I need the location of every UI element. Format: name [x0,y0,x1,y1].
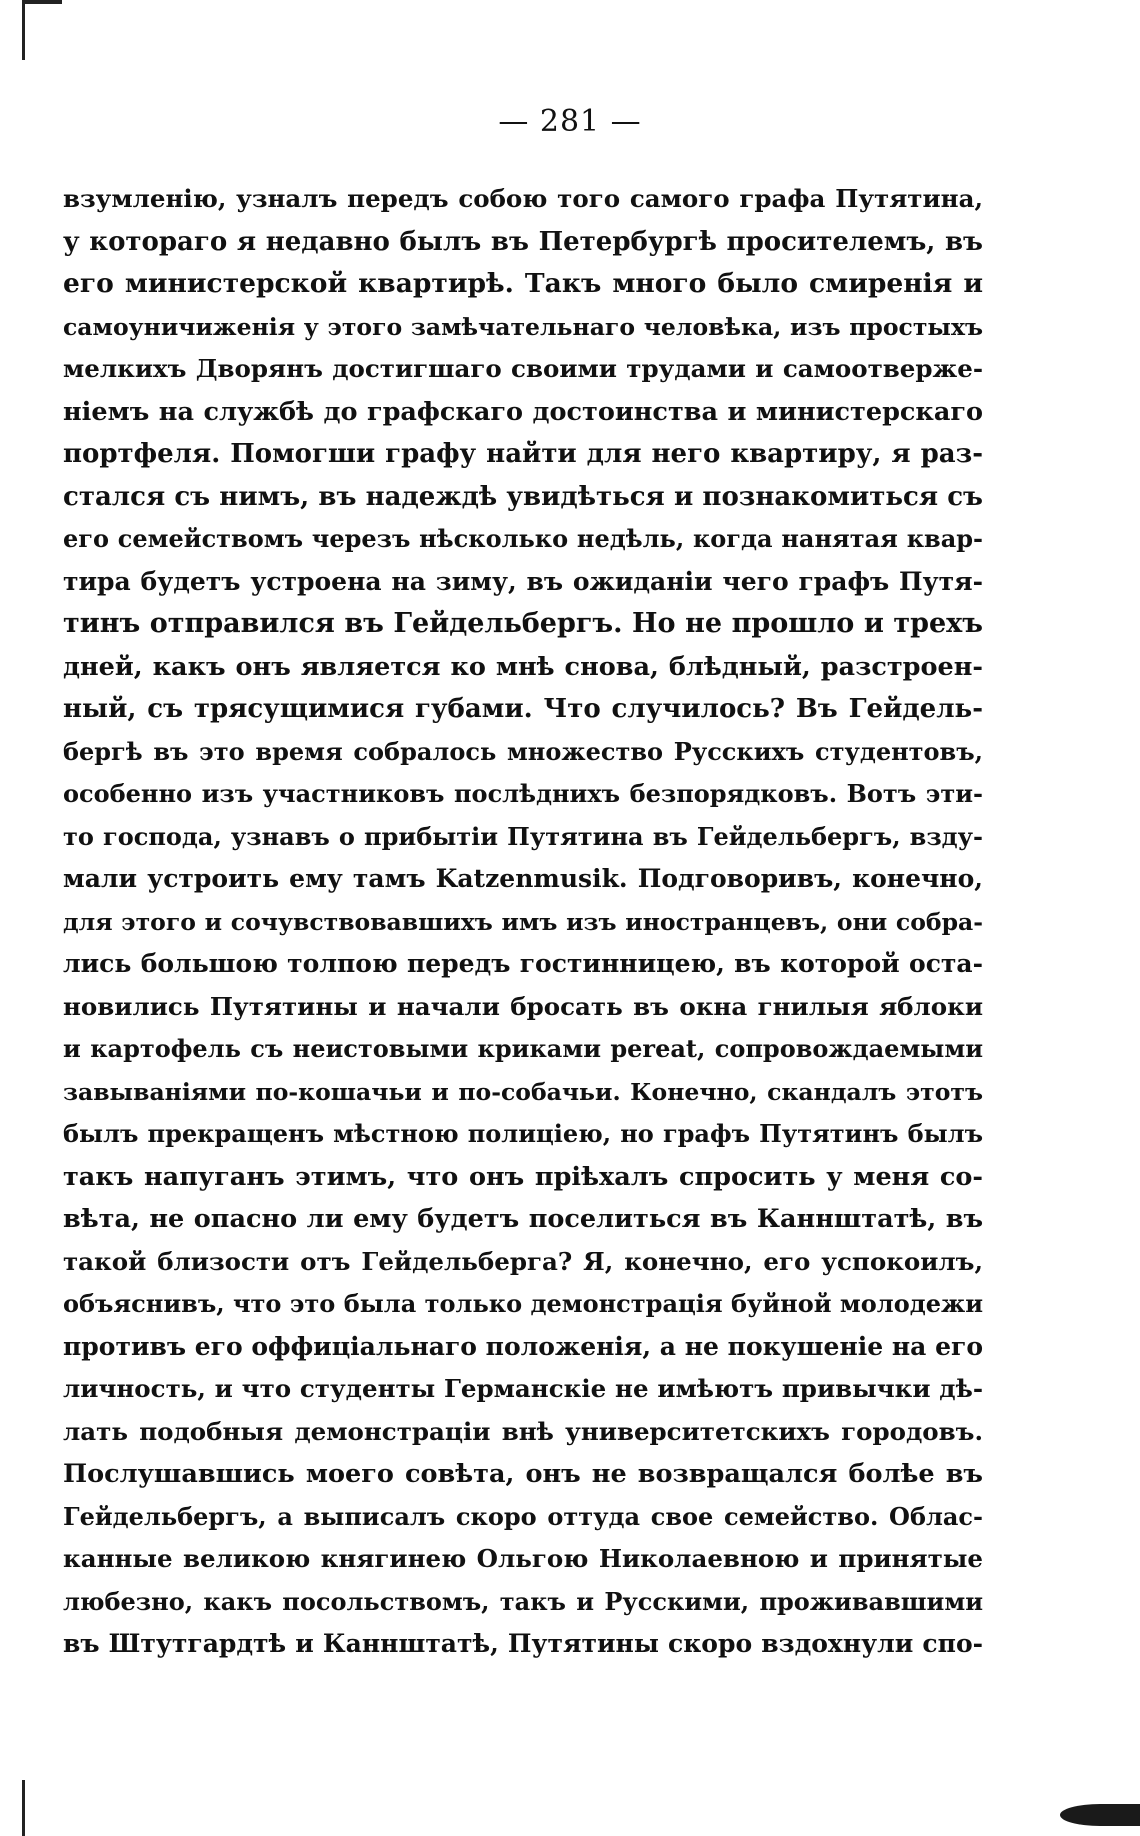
text-line: въ Штутгардтѣ и Каннштатѣ, Путятины скоро вздохнули спо- [63,1629,983,1658]
text-line: Гейдельбергъ, а выписалъ скоро оттуда свое семейство. Облас- [63,1501,983,1531]
text-line: такъ напуганъ этимъ, что онъ пріѣхалъ спросить у меня со- [63,1161,983,1192]
body-text [63,178,983,1666]
text-line: мали устроить ему тамъ Katzenmusik. Подговоривъ, конечно, [63,864,983,893]
text-line: лись большою толпою передъ гостинницею, въ которой оста- [63,949,983,978]
text-line: личность, и что студенты Германскіе не имѣютъ привычки дѣ- [63,1374,983,1403]
text-line: завываніями по-кошачьи и по-собачьи. Конечно, скандалъ этотъ [63,1077,983,1106]
text-line: такой близости отъ Гейдельберга? Я, конечно, его успокоилъ, [63,1246,983,1276]
text-line: для этого и сочувствовавшихъ имъ изъ иностранцевъ, они собра- [63,907,983,936]
text-line: самоуничиженія у этого замѣчательнаго человѣка, изъ простыхъ [63,312,983,341]
text-line: взумленію, узналъ передъ собою того самого графа Путятина, [63,184,983,213]
text-line: у котораго я недавно былъ въ Петербургѣ просителемъ, въ [63,226,983,257]
text-line: дней, какъ онъ является ко мнѣ снова, блѣдный, разстроен- [63,651,983,682]
text-line: мелкихъ Дворянъ достигшаго своими трудами и самоотверже- [63,354,983,383]
scan-edge-artifact [22,0,25,60]
text-line: его министерской квартирѣ. Такъ много было смиренія и [63,268,983,299]
text-line: его семействомъ черезъ нѣсколько недѣль, когда нанятая квар- [63,524,983,553]
ink-smudge [1060,1804,1140,1826]
text-line: Послушавшись моего совѣта, онъ не возвращался болѣе въ [63,1459,983,1489]
scan-edge-artifact [22,0,62,4]
text-line: вѣта, не опасно ли ему будетъ поселиться въ Каннштатѣ, въ [63,1204,983,1234]
text-line: особенно изъ участниковъ послѣднихъ безпорядковъ. Вотъ эти- [63,779,983,808]
text-line: тинъ отправился въ Гейдельбергъ. Но не прошло и трехъ [63,608,983,639]
text-line: стался съ нимъ, въ надеждѣ увидѣться и познакомиться съ [63,481,983,512]
text-line: объяснивъ, что это была только демонстрація буйной молодежи [63,1289,983,1318]
page-number: — 281 — [498,104,642,139]
text-line: любезно, какъ посольствомъ, такъ и Русскими, проживавшими [63,1586,983,1616]
scan-edge-artifact [22,1780,25,1836]
text-line: противъ его оффиціальнаго положенія, а не покушеніе на его [63,1331,983,1361]
text-line: новились Путятины и начали бросать въ окна гнилыя яблоки [63,991,983,1021]
text-line: портфеля. Помогши графу найти для него квартиру, я раз- [63,439,983,469]
text-line: бергѣ въ это время собралось множество Русскихъ студентовъ, [63,736,983,766]
text-line: канные великою княгинею Ольгою Николаевною и принятые [63,1544,983,1573]
text-line: то господа, узнавъ о прибытіи Путятина въ Гейдельбергъ, взду- [63,821,983,851]
text-line: лать подобныя демонстраціи внѣ университетскихъ городовъ. [63,1416,983,1446]
text-line: ніемъ на службѣ до графскаго достоинства и министерскаго [63,396,983,427]
text-line: ный, съ трясущимися губами. Что случилось? Въ Гейдель- [63,694,983,724]
text-line: былъ прекращенъ мѣстною полиціею, но графъ Путятинъ былъ [63,1119,983,1148]
text-line: и картофель съ неистовыми криками pereat, сопровождаемыми [63,1034,983,1063]
text-line: тира будетъ устроена на зиму, въ ожиданіи чего графъ Путя- [63,566,983,596]
